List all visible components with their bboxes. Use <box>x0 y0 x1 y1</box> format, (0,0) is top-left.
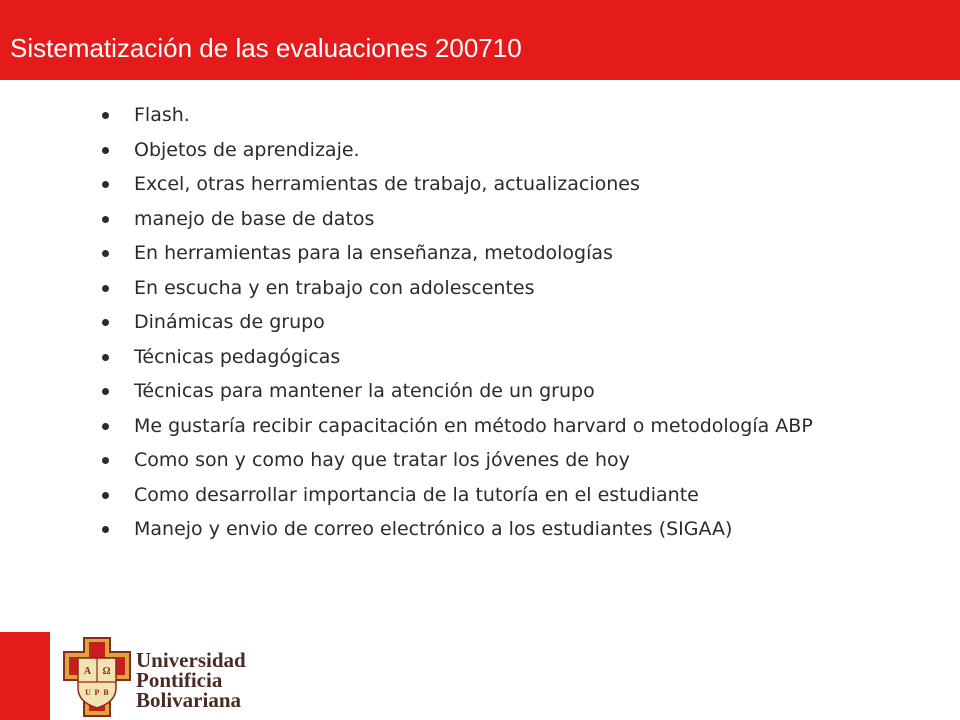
bullet-item: manejo de base de datos <box>100 208 880 231</box>
title-bar <box>0 0 960 80</box>
crest-letter: U <box>85 688 91 697</box>
bullet-item: Técnicas pedagógicas <box>100 346 880 369</box>
bullet-item: Me gustaría recibir capacitación en método harvard o metodología ABP <box>100 415 880 438</box>
bullet-item: En herramientas para la enseñanza, metodologías <box>100 242 880 265</box>
bullet-list <box>100 104 880 553</box>
bullet-item: Manejo y envio de correo electrónico a los estudiantes (SIGAA) <box>100 518 880 541</box>
corner-accent-block <box>0 632 50 720</box>
wordmark-line: Pontificia <box>136 668 223 692</box>
crest-icon <box>62 636 132 718</box>
bullet-item: Como desarrollar importancia de la tutoría en el estudiante <box>100 484 880 507</box>
crest-letter: Ω <box>102 666 111 677</box>
crest-letter: A <box>83 666 92 677</box>
wordmark-line: Bolivariana <box>136 688 242 712</box>
university-logo <box>62 636 267 718</box>
university-wordmark <box>136 650 246 710</box>
crest-letter: P <box>94 688 100 697</box>
bullet-item: Flash. <box>100 104 880 127</box>
crest-letter: B <box>103 688 109 697</box>
bullet-item: En escucha y en trabajo con adolescentes <box>100 277 880 300</box>
bullet-item: Objetos de aprendizaje. <box>100 139 880 162</box>
bullet-item: Dinámicas de grupo <box>100 311 880 334</box>
bullet-item: Técnicas para mantener la atención de un grupo <box>100 380 880 403</box>
wordmark-line: Universidad <box>136 648 246 672</box>
bullet-item: Como son y como hay que tratar los jóvenes de hoy <box>100 449 880 472</box>
bullet-item: Excel, otras herramientas de trabajo, actualizaciones <box>100 173 880 196</box>
slide-title: Sistematización de las evaluaciones 200710 <box>10 33 522 63</box>
